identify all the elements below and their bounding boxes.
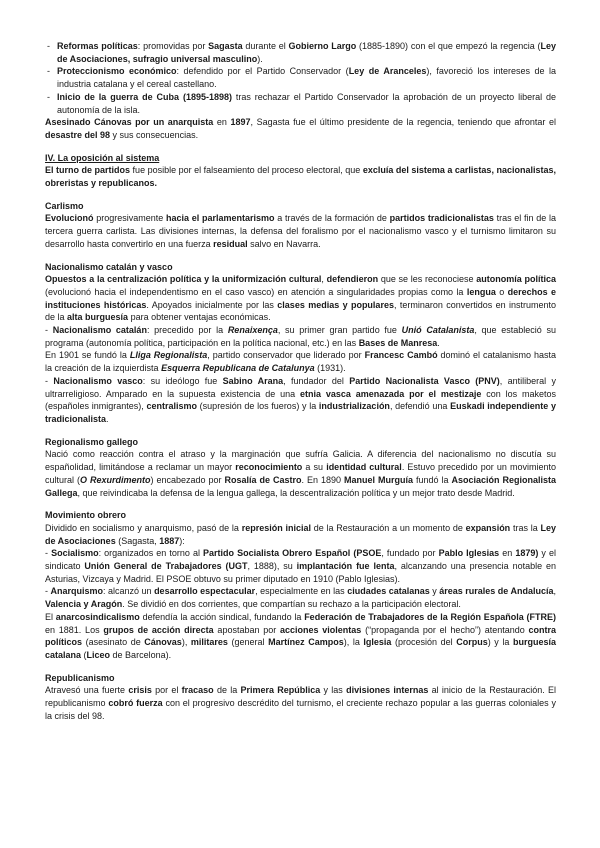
list-item <box>45 40 556 65</box>
paragraph: - Anarquismo: alcanzó un desarrollo espectacular, especialmente en las ciudades catalanas y áreas rurales de Andalucía, Valencia y Aragón. Se dividió en dos corrientes, que compartían su rechazo a la participación electoral. <box>45 586 556 610</box>
dash-bullet: - <box>47 66 50 77</box>
paragraph: Nació como reacción contra el atraso y la marginación que sufría Galicia. A diferencia del nacionalismo no discutía su españolidad, limitándose a reclamar un mayor reconocimiento a su identidad cultural. Estuvo precedido por un movimiento cultural (O Rexurdimento) encabezado por Rosalía de Castro. En 1890 Manuel Murguía fundó la Asociación Regionalista Gallega, que reivindicaba la defensa de la lengua gallega, la descentralización política y un mejor trato desde Madrid. <box>45 449 556 498</box>
section-title: IV. La oposición al sistema <box>45 152 160 163</box>
list-item <box>45 65 556 90</box>
paragraph: - Nacionalismo catalán: precedido por la Renaixença, su primer gran partido fue Unió Catalanista, que estableció su programa (autonomía política, participación en la política nacional, etc.) en las Bases de Manresa. <box>45 325 556 348</box>
dash-bullet: - <box>47 41 50 51</box>
subsection-republicanismo <box>45 672 556 723</box>
list-item-text: Proteccionismo económico: defendido por el Partido Conservador (Ley de Aranceles), favoreció los intereses de la industria catalana y el cereal castellano. <box>57 66 556 90</box>
intro-paragraph: Asesinado Cánovas por un anarquista en 1897, Sagasta fue el último presidente de la regencia, teniendo que afrontar el desastre del 98 y sus consecuencias. <box>45 117 556 140</box>
subsection-title: Movimiento obrero <box>45 510 127 521</box>
subsection-regionalismo-gallego <box>45 436 556 500</box>
dash-bullet: - <box>47 91 50 102</box>
subsection-nacionalismo <box>45 261 556 426</box>
subsection-title: Regionalismo gallego <box>45 436 139 447</box>
list-item-text: Inicio de la guerra de Cuba (1895-1898) tras rechazar el Partido Conservador la aprobación de un proyecto liberal de autonomía de la isla. <box>57 91 556 115</box>
subsection-movimiento-obrero <box>45 509 556 661</box>
subsection-carlismo <box>45 200 556 251</box>
paragraph: En 1901 se fundó la Lliga Regionalista, partido conservador que liderado por Francesc Cambó dominó el catalanismo hasta la creación de la izquierdista Esquerra Republicana de Catalunya (1931). <box>45 350 556 374</box>
subsection-title: Carlismo <box>45 200 84 211</box>
list-item <box>45 91 556 116</box>
paragraph: - Nacionalismo vasco: su ideólogo fue Sabino Arana, fundador del Partido Nacionalista Vasco (PNV), antiliberal y ultrarreligioso. Amparado en la supuesta existencia de una etnia vasca amenazada por el mestizaje con los maketos (españoles inmigrantes), centralismo (supresión de los fueros) y la industrialización, defendió una Euskadi independiente y tradicionalista. <box>45 375 556 424</box>
paragraph: El anarcosindicalismo defendía la acción sindical, fundando la Federación de Trabajadores de la Región Española (FTRE) en 1881. Los grupos de acción directa apostaban por acciones violentas (“propaganda por el hecho”) atentando contra políticos (asesinato de Cánovas), militares (general Martínez Campos), la Iglesia (procesión del Corpus) y la burguesía catalana (Liceo de Barcelona). <box>45 611 557 660</box>
paragraph: Dividido en socialismo y anarquismo, pasó de la represión inicial de la Restauración a un momento de expansión tras la Ley de Asociaciones (Sagasta, 1887): <box>45 522 556 546</box>
subsection-title: Republicanismo <box>45 672 115 683</box>
subsection-title: Nacionalismo catalán y vasco <box>45 261 173 272</box>
list-item-text: Reformas políticas: promovidas por Sagasta durante el Gobierno Largo (1885-1890) con el que empezó la regencia (Ley de Asociaciones, sufragio universal masculino). <box>57 41 556 64</box>
section-intro: El turno de partidos fue posible por el falseamiento del proceso electoral, que excluía del sistema a carlistas, nacionalistas, obreristas y republicanos. <box>45 165 556 189</box>
paragraph: Evolucionó progresivamente hacia el parlamentarismo a través de la formación de partidos tradicionalistas tras el fin de la tercera guerra carlista. Las divisiones internas, la defensa del foralismo por el nacionalismo vasco y el turnismo limitaron su desarrollo hasta convertirlo en una fuerza residual salvo en Navarra. <box>45 213 556 249</box>
paragraph: Atravesó una fuerte crisis por el fracaso de la Primera República y las divisiones internas al inicio de la Restauración. El republicanismo cobró fuerza con el progresivo descrédito del turnismo, el creciente rechazo popular a las guerras coloniales y la crisis del 98. <box>45 685 556 721</box>
paragraph: Opuestos a la centralización política y la uniformización cultural, defendieron que se les reconociese autonomía política (evolucionó hacia el independentismo en el caso vasco) en atención a singularidades propias como la lengua o derechos e instituciones históricas. Apoyados inicialmente por las clases medias y populares, terminaron convertidos en instrumento de la alta burguesía para obtener ventajas económicas. <box>45 274 556 323</box>
intro-list <box>45 40 556 116</box>
paragraph: - Socialismo: organizados en torno al Partido Socialista Obrero Español (PSOE, fundado por Pablo Iglesias en 1879) y el sindicato Unión General de Trabajadores (UGT, 1888), su implantación fue lenta, alcanzando una presencia notable en Asturias, Vizcaya y Madrid. El PSOE obtuvo su primer diputado en 1910 (Pablo Iglesias). <box>45 548 556 584</box>
